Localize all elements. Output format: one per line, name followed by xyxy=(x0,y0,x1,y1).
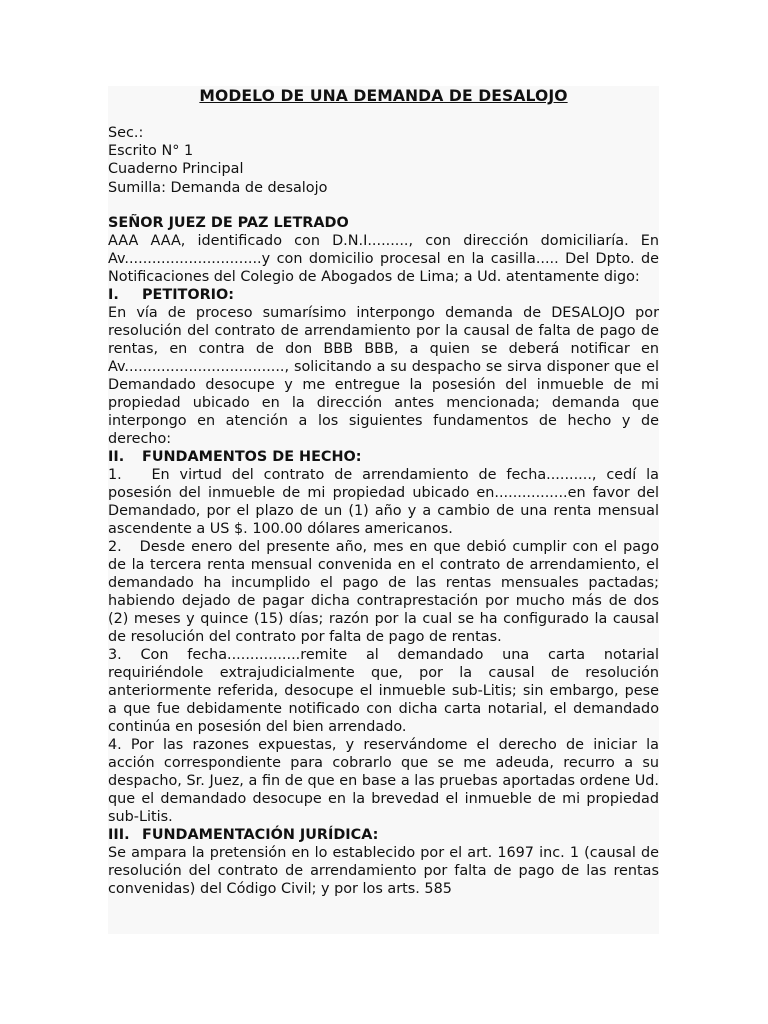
petitorio-paragraph: En vía de proceso sumarísimo interpongo demanda de DESALOJO por resolución del contrato de arrendamiento por la causal de falta de pago de rentas, en contra de don BBB BBB, a quien se deberá notificar en Av..................................., solicitando a su despacho se sirva disponer que el Demandado desocupe y me entregue la posesión del inmueble de mi propiedad ubicado en la dirección antes mencionada; demanda que interpongo en atención a los siguientes fundamentos de hecho y de derecho: xyxy=(108,305,659,448)
section-number: II. xyxy=(108,449,125,466)
fact-paragraph-4: 4. Por las razones expuestas, y reservándome el derecho de iniciar la acción correspondiente para cobrarlo que se me adeuda, recurro a su despacho, Sr. Juez, a fin de que en base a las pruebas aportadas ordene Ud. que el demandado desocupe en la brevedad el inmueble de mi propiedad sub-Litis. xyxy=(108,737,659,826)
legal-paragraph: Se ampara la pretensión en lo establecido por el art. 1697 inc. 1 (causal de resolución del contrato de arrendamiento por falta de pago de las rentas convenidas) del Código Civil; y por los arts. 585 xyxy=(108,845,659,898)
fact-paragraph-1: 1. En virtud del contrato de arrendamiento de fecha.........., cedí la posesión del inmueble de mi propiedad ubicado en................en favor del Demandado, por el plazo de un (1) año y a cambio de una renta mensual ascendente a US $. 100.00 dólares americanos. xyxy=(108,467,664,538)
case-header xyxy=(108,124,659,197)
section-title: FUNDAMENTACIÓN JURÍDICA: xyxy=(142,827,379,844)
header-line-sumilla: Sumilla: Demanda de desalojo xyxy=(108,179,328,196)
section-number: I. xyxy=(108,287,119,304)
section-heading-petitorio xyxy=(108,286,659,304)
section-title: PETITORIO: xyxy=(142,287,235,304)
section-number: III. xyxy=(108,827,130,844)
section-heading-fundamentos-hecho xyxy=(108,448,659,466)
intro-paragraph: AAA AAA, identificado con D.N.I........., con dirección domiciliaría. En Av..............................y con domicilio procesal en la casilla..... Del Dpto. de Notificaciones del Colegio de Abogados de Lima; a Ud. atentamente digo: xyxy=(108,233,659,286)
header-line-escrito: Escrito N° 1 xyxy=(108,143,194,160)
document-page xyxy=(108,86,664,934)
document-title: MODELO DE UNA DEMANDA DE DESALOJO xyxy=(199,87,568,105)
fact-paragraph-2: 2. Desde enero del presente año, mes en que debió cumplir con el pago de la tercera renta mensual convenida en el contrato de arrendamiento, el demandado ha incumplido el pago de las rentas mensuales pactadas; habiendo dejado de pagar dicha contraprestación por mucho más de dos (2) meses y quince (15) días; razón por la cual se ha configurado la causal de resolución del contrato por falta de pago de rentas. xyxy=(108,539,664,646)
fact-paragraph-3: 3. Con fecha................remite al demandado una carta notarial requiriéndole extrajudicialmente que, por la causal de resolución anteriormente referida, desocupe el inmueble sub-Litis; sin embargo, pese a que fue debidamente notificado con dicha carta notarial, el demandado continúa en posesión del bien arrendado. xyxy=(108,647,659,736)
section-heading-fundamentacion-juridica xyxy=(108,826,659,844)
header-line-cuaderno: Cuaderno Principal xyxy=(108,161,244,178)
section-title: FUNDAMENTOS DE HECHO: xyxy=(142,449,362,466)
salutation: SEÑOR JUEZ DE PAZ LETRADO xyxy=(108,214,349,231)
header-line-sec: Sec.: xyxy=(108,125,144,141)
